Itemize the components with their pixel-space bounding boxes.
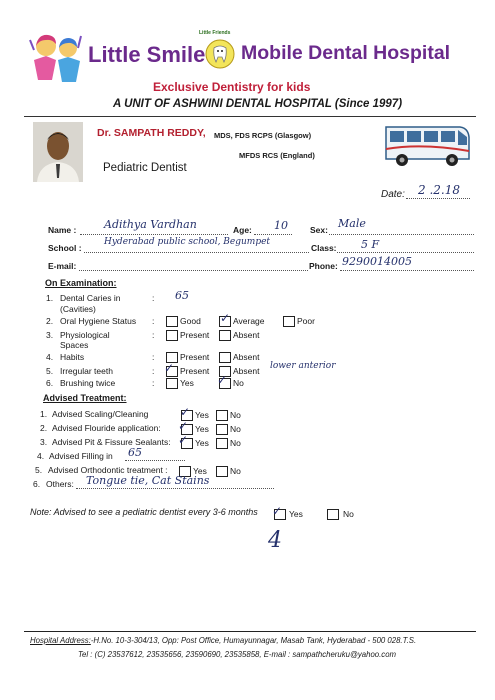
treat-4-num: 4. xyxy=(37,451,45,461)
exam-1-label: Dental Caries in xyxy=(60,293,121,303)
ortho-no-label: No xyxy=(230,466,241,476)
date-line xyxy=(406,198,470,199)
exam-4-num: 4. xyxy=(46,352,54,362)
phone-label: Phone: xyxy=(309,261,338,271)
patient-phone[interactable]: 9290014005 xyxy=(342,255,412,268)
exam-heading: On Examination: xyxy=(45,278,117,288)
clinic-subtitle: Exclusive Dentistry for kids xyxy=(153,80,311,94)
exam-1-label2: (Cavities) xyxy=(60,304,96,314)
check-mark-icon: ✓ xyxy=(217,373,228,387)
habits-absent-checkbox[interactable] xyxy=(219,352,231,363)
fluoride-no-label: No xyxy=(230,424,241,434)
exam-3-label2: Spaces xyxy=(60,340,89,350)
doctor-name: Dr. SAMPATH REDDY, xyxy=(97,127,206,139)
exam-5-label: Irregular teeth xyxy=(60,366,113,376)
exam-1-value[interactable]: 65 xyxy=(175,289,189,302)
kids-logo xyxy=(26,30,86,88)
exam-1-num: 1. xyxy=(46,293,54,303)
logo-text: Little Friends xyxy=(199,30,231,36)
treat-2-label: Advised Flouride application: xyxy=(52,423,161,433)
name-label: Name : xyxy=(48,225,77,235)
habits-absent-label: Absent xyxy=(233,352,260,362)
sealants-yes-label: Yes xyxy=(195,438,209,448)
exam-3-colon: : xyxy=(152,330,155,340)
exam-5-num: 5. xyxy=(46,366,54,376)
school-label: School : xyxy=(48,243,82,253)
sealants-no-checkbox[interactable] xyxy=(216,438,228,449)
oral-hygiene-poor-checkbox[interactable] xyxy=(283,316,295,327)
treat-4-label: Advised Filling in xyxy=(49,451,113,461)
exam-1-colon: : xyxy=(152,293,155,303)
contact-line xyxy=(78,650,396,659)
school-line xyxy=(84,252,309,253)
header-rule xyxy=(24,116,476,117)
spaces-present-label: Present xyxy=(180,330,210,340)
habits-present-label: Present xyxy=(180,352,210,362)
exam-2-num: 2. xyxy=(46,316,54,326)
oral-hygiene-good-checkbox[interactable] xyxy=(166,316,178,327)
exam-6-label: Brushing twice xyxy=(60,378,116,388)
treat-3-num: 3. xyxy=(40,437,48,447)
followup-months[interactable]: 4 xyxy=(268,528,282,553)
patient-sex[interactable]: Male xyxy=(338,217,366,230)
irregular-note[interactable]: lower anterior xyxy=(270,361,336,371)
age-line xyxy=(254,234,292,235)
treatment-heading: Advised Treatment: xyxy=(43,393,127,403)
treat-5-num: 5. xyxy=(35,465,43,475)
address-line xyxy=(30,636,416,645)
treat-3-label: Advised Pit & Fissure Sealants: xyxy=(52,437,171,447)
oral-hygiene-average-label: Average xyxy=(233,316,265,326)
filling-line xyxy=(125,460,185,461)
treat-1-label: Advised Scaling/Cleaning xyxy=(52,409,149,419)
patient-age[interactable]: 10 xyxy=(274,219,288,232)
date-label: Date: xyxy=(381,189,405,200)
scaling-no-label: No xyxy=(230,410,241,420)
footer-rule xyxy=(24,631,476,632)
exam-3-num: 3. xyxy=(46,330,54,340)
followup-yes-label: Yes xyxy=(289,509,303,519)
treat-1-num: 1. xyxy=(40,409,48,419)
email-address[interactable]: sampathcheruku@yahoo.com xyxy=(292,650,397,659)
treat-5-label: Advised Orthodontic treatment : xyxy=(48,465,168,475)
exam-2-colon: : xyxy=(152,316,155,326)
brushing-no-label: No xyxy=(233,378,244,388)
address-text: -H.No. 10-3-304/13, Opp: Post Office, Humayunnagar, Masab Tank, Hyderabad - 500 028.T.S. xyxy=(90,636,417,645)
tel-numbers: 23537612, 23535656, 23590690, 23535858, xyxy=(107,650,262,659)
followup-no-checkbox[interactable] xyxy=(327,509,339,520)
exam-6-num: 6. xyxy=(46,378,54,388)
clinic-title-part1: Little Smile xyxy=(88,42,206,67)
filling-value[interactable]: 65 xyxy=(128,446,142,459)
oral-hygiene-good-label: Good xyxy=(180,316,201,326)
email-label: E-mail: xyxy=(48,261,77,271)
patient-school[interactable]: Hyderabad public school, Begumpet xyxy=(104,237,271,247)
doctor-qualifications-1: MDS, FDS RCPS (Glasgow) xyxy=(214,131,312,140)
ortho-yes-label: Yes xyxy=(193,466,207,476)
clinic-title-part2: Mobile Dental Hospital xyxy=(241,42,451,64)
email-label-footer: E-mail : xyxy=(263,650,291,659)
irregular-present-label: Present xyxy=(180,366,210,376)
class-line xyxy=(337,252,474,253)
email-line xyxy=(79,270,308,271)
brushing-yes-label: Yes xyxy=(180,378,194,388)
exam-2-label: Oral Hygiene Status xyxy=(60,316,137,326)
date-value[interactable]: 2 .2.18 xyxy=(418,183,460,197)
exam-6-colon: : xyxy=(152,378,155,388)
patient-class[interactable]: 5 F xyxy=(361,238,380,251)
check-mark-icon: ✓ xyxy=(220,311,231,325)
sex-line xyxy=(329,234,474,235)
oral-hygiene-poor-label: Poor xyxy=(297,316,315,326)
doctor-photo xyxy=(33,122,83,182)
spaces-absent-label: Absent xyxy=(233,330,260,340)
check-mark-icon: ✓ xyxy=(272,504,283,518)
patient-name[interactable]: Adithya Vardhan xyxy=(104,218,197,231)
age-label: Age: xyxy=(233,225,252,235)
check-mark-icon: ✓ xyxy=(178,433,189,447)
scaling-no-checkbox[interactable] xyxy=(216,410,228,421)
unit-line: A UNIT OF ASHWINI DENTAL HOSPITAL (Since 1997) xyxy=(113,98,403,110)
fluoride-yes-label: Yes xyxy=(195,424,209,434)
irregular-absent-label: Absent xyxy=(233,366,260,376)
address-label: Hospital Address: xyxy=(30,636,91,645)
followup-note: Note: Advised to see a pediatric dentist every 3-6 months xyxy=(30,507,258,517)
others-value[interactable]: Tongue tie, Cat Stains xyxy=(86,474,210,487)
exam-5-colon: : xyxy=(152,366,155,376)
scaling-yes-label: Yes xyxy=(195,410,209,420)
tooth-logo-icon xyxy=(199,30,237,70)
fluoride-no-checkbox[interactable] xyxy=(216,424,228,435)
treat-6-num: 6. xyxy=(33,479,41,489)
treat-2-num: 2. xyxy=(40,423,48,433)
doctor-qualifications-2: MFDS RCS (England) xyxy=(239,151,315,160)
spaces-present-checkbox[interactable] xyxy=(166,330,178,341)
name-line xyxy=(80,234,228,235)
others-line xyxy=(76,488,274,489)
doctor-role: Pediatric Dentist xyxy=(103,162,187,174)
mobile-bus-image xyxy=(382,121,472,169)
followup-no-label: No xyxy=(343,509,354,519)
spaces-absent-checkbox[interactable] xyxy=(219,330,231,341)
sex-label: Sex: xyxy=(310,225,328,235)
sealants-no-label: No xyxy=(230,438,241,448)
treat-6-label: Others: xyxy=(46,479,74,489)
tel-label: Tel : (C) xyxy=(78,650,106,659)
class-label: Class: xyxy=(311,243,337,253)
exam-3-label: Physiological xyxy=(60,330,110,340)
check-mark-icon: ✓ xyxy=(164,361,175,375)
check-mark-icon: ✓ xyxy=(180,405,191,419)
phone-line xyxy=(340,270,474,271)
exam-4-colon: : xyxy=(152,352,155,362)
ortho-no-checkbox[interactable] xyxy=(216,466,228,477)
brushing-yes-checkbox[interactable] xyxy=(166,378,178,389)
check-mark-icon: ✓ xyxy=(178,419,189,433)
exam-4-label: Habits xyxy=(60,352,85,362)
